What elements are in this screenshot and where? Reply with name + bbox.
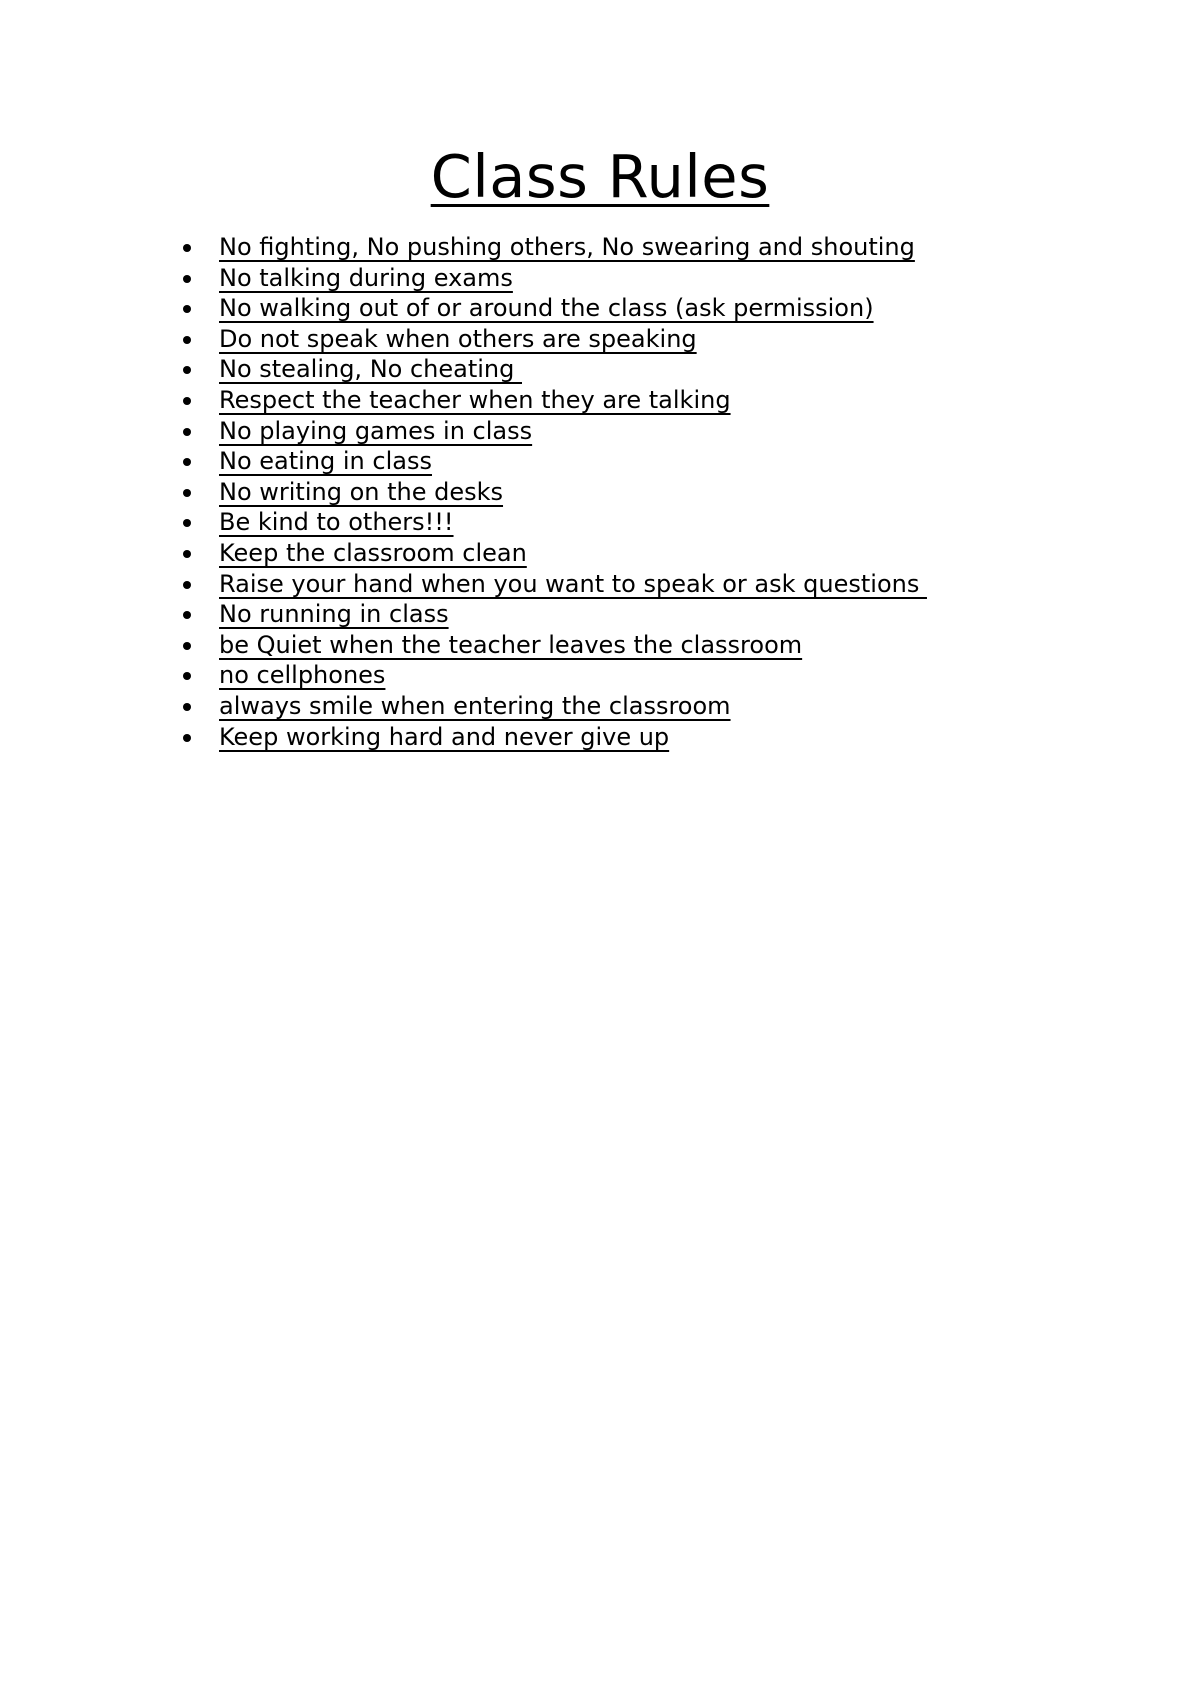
rule-text: No writing on the desks [219,477,504,506]
rule-text: no cellphones [219,661,386,690]
rule-text: No talking during exams [219,263,513,292]
bullet-icon [183,366,191,374]
bullet-icon [183,275,191,283]
bullet-icon [183,336,191,344]
rule-text: Keep the classroom clean [219,538,527,567]
page-title [0,142,1200,212]
bullet-icon [183,489,191,497]
rule-text: Keep working hard and never give up [219,722,670,751]
rule-text: always smile when entering the classroom [219,691,731,720]
bullet-icon [183,703,191,711]
rule-text: No fighting, No pushing others, No swearing and shouting [219,233,915,261]
bullet-icon [183,244,191,252]
bullet-icon [183,550,191,558]
page-title-text: Class Rules [430,142,770,211]
bullet-icon [183,581,191,589]
bullet-icon [183,305,191,313]
bullet-icon [183,519,191,527]
rule-text: No playing games in class [219,416,533,445]
rule-text: Be kind to others!!! [219,508,454,537]
rule-text: Respect the teacher when they are talking [219,385,731,414]
rule-text: No stealing, No cheating [219,355,522,384]
rule-text: Raise your hand when you want to speak or ask questions [219,569,927,598]
rule-text: No running in class [219,600,449,629]
bullet-icon [183,734,191,742]
rule-text: No eating in class [219,447,432,476]
bullet-icon [183,642,191,650]
rule-text: Do not speak when others are speaking [219,324,697,353]
bullet-icon [183,397,191,405]
bullet-icon [183,672,191,680]
bullet-icon [183,428,191,436]
rule-text: No walking out of or around the class (ask permission) [219,294,874,323]
rule-text: be Quiet when the teacher leaves the classroom [219,630,803,659]
bullet-icon [183,458,191,466]
bullet-icon [183,611,191,619]
